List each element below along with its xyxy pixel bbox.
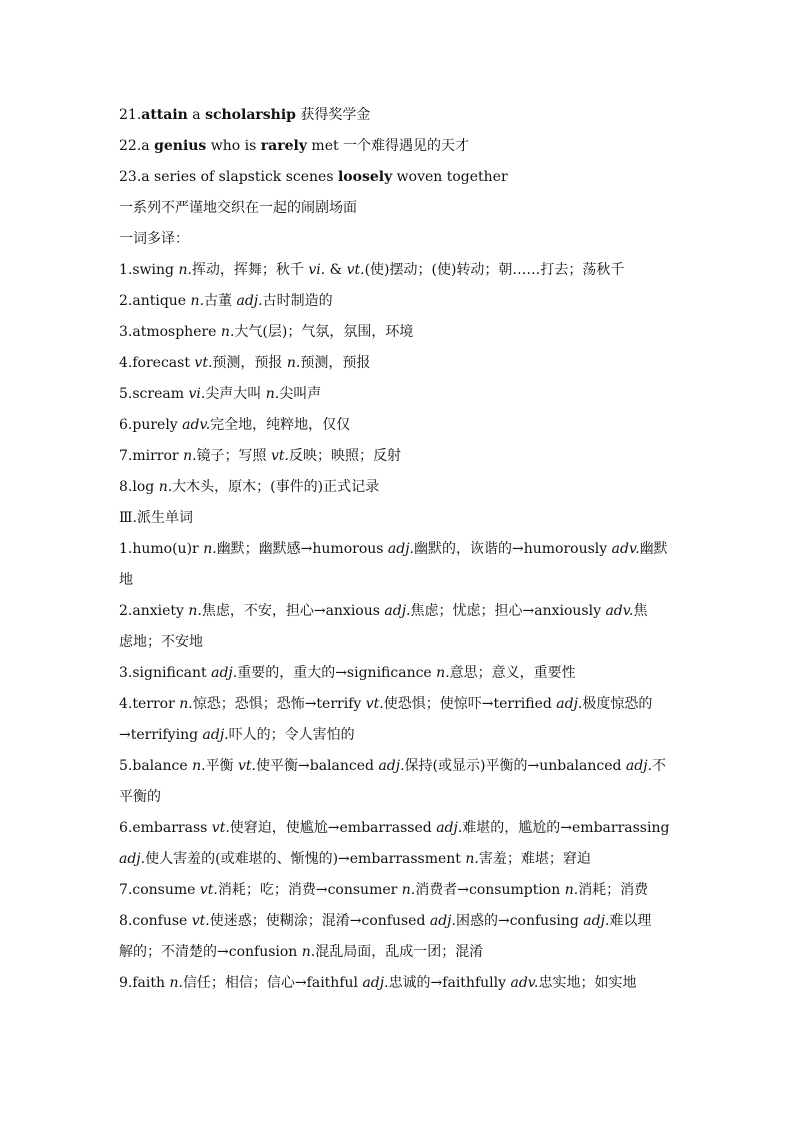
line-text: 镜子；写照 <box>196 448 271 464</box>
part-of-speech: n. <box>465 851 479 867</box>
part-of-speech: adj. <box>384 603 411 619</box>
line-text: 平衡 <box>205 758 239 774</box>
line-text: 1.humo(u)r <box>119 541 204 557</box>
line-text: 8.log <box>119 479 159 495</box>
part-of-speech: adv. <box>611 541 640 557</box>
line-text: 4.terror <box>119 696 180 712</box>
line-text: 3.significant <box>119 665 212 681</box>
text-line-d5b <box>119 782 679 813</box>
bold-term: attain <box>141 107 188 123</box>
part-of-speech: adj. <box>625 758 653 774</box>
bold-term: loosely <box>337 169 393 185</box>
text-line-p3 <box>119 317 679 348</box>
line-text: 使平衡→balanced <box>256 758 379 774</box>
line-text: 幽默；幽默感→humorous <box>216 541 388 557</box>
part-of-speech: adj. <box>362 975 389 991</box>
line-text: 平衡的 <box>119 789 161 805</box>
part-of-speech: vi. <box>188 386 206 402</box>
part-of-speech: adv. <box>182 417 211 433</box>
line-text: 幽默的，诙谐的→humorously <box>414 541 612 557</box>
part-of-speech: adj. <box>119 851 146 867</box>
text-line-p1 <box>119 255 679 286</box>
part-of-speech: adj. <box>583 913 610 929</box>
line-text: →terrifying <box>119 727 203 743</box>
line-text: 古时制造的 <box>262 293 333 309</box>
line-text: 尖叫声 <box>279 386 322 402</box>
line-text: 解的；不清楚的→confusion <box>119 944 302 960</box>
line-text: 6.embarrass <box>119 820 212 836</box>
text-line-p8 <box>119 472 679 503</box>
line-text: 消耗；消费 <box>578 882 649 898</box>
text-line-p7 <box>119 441 679 472</box>
line-text: Ⅲ.派生单词 <box>119 510 193 526</box>
part-of-speech: n. <box>436 665 450 681</box>
part-of-speech: adj. <box>387 541 415 557</box>
bold-term: scholarship <box>205 107 296 123</box>
part-of-speech: n. <box>301 944 316 960</box>
text-line-d2a <box>119 596 679 627</box>
line-text: 焦虑，不安，担心→anxious <box>201 603 385 619</box>
part-of-speech: adv. <box>605 603 634 619</box>
part-of-speech: vt. <box>271 448 289 464</box>
part-of-speech: n. <box>401 882 416 898</box>
text-line-p2 <box>119 286 679 317</box>
text-line-d6a <box>119 813 679 844</box>
line-text: 一系列不严谨地交织在一起的闹剧场面 <box>119 200 357 216</box>
part-of-speech: vt. <box>199 882 218 898</box>
text-line-l23 <box>119 162 679 193</box>
text-line-p6 <box>119 410 679 441</box>
line-text: 忠实地；如实地 <box>538 975 637 991</box>
line-text: 1.swing <box>119 262 179 278</box>
part-of-speech: vt. <box>346 262 365 278</box>
line-text: 意思；意义，重要性 <box>449 665 576 681</box>
line-text: (使)摆动；(使)转动；朝……打去；荡秋千 <box>364 262 625 278</box>
text-line-d8a <box>119 906 679 937</box>
line-text: 难以理 <box>609 913 652 929</box>
text-line-d4a <box>119 689 679 720</box>
part-of-speech: adj. <box>236 293 263 309</box>
line-text: who is <box>206 138 261 154</box>
part-of-speech: adv. <box>510 975 539 991</box>
part-of-speech: vi. <box>308 262 326 278</box>
part-of-speech: n. <box>286 355 301 371</box>
part-of-speech: vt. <box>191 913 210 929</box>
line-text: 吓人的；令人害怕的 <box>228 727 355 743</box>
part-of-speech: n. <box>188 603 202 619</box>
part-of-speech: adj. <box>378 758 405 774</box>
bold-term: genius <box>154 138 207 154</box>
line-text: 使人害羞的(或难堪的、惭愧的)→embarrassment <box>145 851 466 867</box>
text-line-p4 <box>119 348 679 379</box>
line-text: 焦 <box>633 603 648 619</box>
part-of-speech: n. <box>265 386 280 402</box>
text-line-d2b <box>119 627 679 658</box>
part-of-speech: vt. <box>365 696 384 712</box>
part-of-speech: n. <box>158 479 173 495</box>
text-line-d3 <box>119 658 679 689</box>
part-of-speech: n. <box>190 293 205 309</box>
part-of-speech: n. <box>183 448 197 464</box>
part-of-speech: adj. <box>556 696 583 712</box>
line-text: 难堪的，尴尬的→embarrassing <box>462 820 670 836</box>
line-text: 混乱局面，乱成一团；混淆 <box>315 944 484 960</box>
line-text: 不 <box>652 758 667 774</box>
line-text: 5.scream <box>119 386 189 402</box>
text-line-l23b <box>119 193 679 224</box>
part-of-speech: vt. <box>238 758 257 774</box>
line-text: 幽默 <box>639 541 668 557</box>
line-text: 地 <box>119 572 133 588</box>
line-text: 7.mirror <box>119 448 184 464</box>
line-text: 忠诚的→faithfully <box>388 975 511 991</box>
part-of-speech: n. <box>179 696 193 712</box>
line-text: 大气(层)；气氛，氛围，环境 <box>234 324 414 340</box>
line-text: 困惑的→confusing <box>455 913 584 929</box>
line-text: 9.faith <box>119 975 170 991</box>
part-of-speech: vt. <box>211 820 230 836</box>
line-text: 一词多译： <box>119 231 189 247</box>
bold-term: rarely <box>260 138 307 154</box>
line-text: woven together <box>392 169 508 185</box>
line-text: 尖声大叫 <box>205 386 266 402</box>
line-text: met 一个难得遇见的天才 <box>306 138 470 154</box>
line-text: 重要的，重大的→significance <box>237 665 437 681</box>
text-line-d8b <box>119 937 679 968</box>
line-text: 2.antique <box>119 293 191 309</box>
line-text: 挥动，挥舞；秋千 <box>191 262 309 278</box>
text-line-h2 <box>119 503 679 534</box>
part-of-speech: vt. <box>194 355 213 371</box>
line-text: 使窘迫，使尴尬→embarrassed <box>229 820 437 836</box>
line-text: 反映；映照；反射 <box>289 448 401 464</box>
text-line-l22 <box>119 131 679 162</box>
text-line-p5 <box>119 379 679 410</box>
text-line-d7 <box>119 875 679 906</box>
text-line-h1 <box>119 224 679 255</box>
line-text: 21. <box>119 107 142 123</box>
line-text: 5.balance <box>119 758 193 774</box>
text-line-d5a <box>119 751 679 782</box>
line-text: 4.forecast <box>119 355 195 371</box>
line-text: 极度惊恐的 <box>582 696 653 712</box>
part-of-speech: n. <box>220 324 235 340</box>
line-text: 23.a series of slapstick scenes <box>119 169 338 185</box>
line-text: 保持(或显示)平衡的→unbalanced <box>404 758 626 774</box>
part-of-speech: adj. <box>429 913 456 929</box>
text-line-d1b <box>119 565 679 596</box>
line-text: 预测，预报 <box>300 355 371 371</box>
line-text: 使恐惧；使惊吓→terrified <box>383 696 557 712</box>
line-text: 3.atmosphere <box>119 324 221 340</box>
text-line-d6b <box>119 844 679 875</box>
line-text: 获得奖学金 <box>295 107 371 123</box>
part-of-speech: adj. <box>211 665 238 681</box>
text-line-d9 <box>119 968 679 999</box>
line-text: 22.a <box>119 138 155 154</box>
line-text: 消费者→consumption <box>415 882 565 898</box>
line-text: 7.consume <box>119 882 200 898</box>
line-text: 焦虑；忧虑；担心→anxiously <box>410 603 606 619</box>
part-of-speech: n. <box>192 758 206 774</box>
line-text: 预测，预报 <box>212 355 287 371</box>
line-text: 2.anxiety <box>119 603 189 619</box>
line-text: 使迷惑；使糊涂；混淆→confused <box>209 913 430 929</box>
line-text: 惊恐；恐惧；恐怖→terrify <box>192 696 366 712</box>
line-text: & <box>325 262 347 278</box>
text-line-l21 <box>119 100 679 131</box>
line-text: 虑地；不安地 <box>119 634 203 650</box>
line-text: 害羞；难堪；窘迫 <box>478 851 591 867</box>
part-of-speech: adj. <box>436 820 463 836</box>
line-text: 6.purely <box>119 417 183 433</box>
vocabulary-list <box>119 100 679 999</box>
line-text: 8.confuse <box>119 913 192 929</box>
line-text: 古董 <box>204 293 237 309</box>
part-of-speech: n. <box>169 975 183 991</box>
part-of-speech: adj. <box>202 727 229 743</box>
text-line-d4b <box>119 720 679 751</box>
part-of-speech: n. <box>178 262 192 278</box>
part-of-speech: n. <box>564 882 579 898</box>
line-text: 消耗；吃；消费→consumer <box>217 882 402 898</box>
line-text: 信任；相信；信心→faithful <box>182 975 363 991</box>
part-of-speech: n. <box>203 541 217 557</box>
line-text: 完全地，纯粹地，仅仅 <box>210 417 351 433</box>
text-line-d1a <box>119 534 679 565</box>
line-text: a <box>187 107 206 123</box>
line-text: 大木头，原木；(事件的)正式记录 <box>172 479 380 495</box>
